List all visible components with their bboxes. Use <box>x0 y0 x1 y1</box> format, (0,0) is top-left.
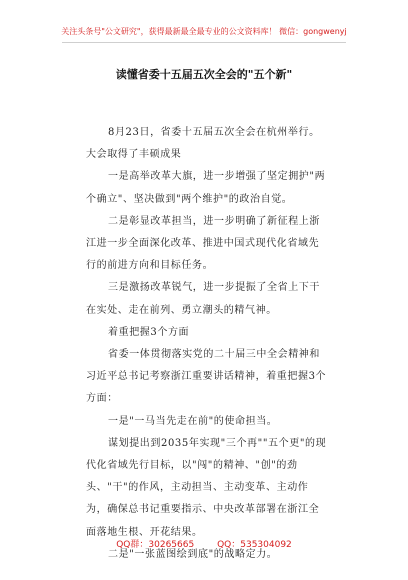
footer-qq-group: QQ群：30265665 <box>116 540 195 550</box>
paragraph: 省委一体贯彻落实党的二十届三中全会精神和习近平总书记考察浙江重要讲话精神，着重把握3个方面： <box>86 349 327 405</box>
paragraph: 二是"一张蓝图绘到底"的战略定力。 <box>108 548 278 560</box>
document-title: 读懂省委十五届五次全会的"五个新" <box>115 68 293 81</box>
paragraph: 三是激扬改革锐气，进一步提振了全省上下干在实处、走在前列、勇立潮头的精气神。 <box>86 282 320 316</box>
footer-contact <box>0 537 408 550</box>
document-body <box>86 122 328 566</box>
header-divider <box>62 42 346 43</box>
header-banner: 关注头条号"公文研究"，获得最新最全最专业的公文资料库！ 微信：gongwenyj <box>61 27 347 36</box>
footer-qq: QQ：535304092 <box>217 540 292 550</box>
paragraph: 二是彰显改革担当，进一步明确了新征程上浙江进一步全面深化改革、推进中国式现代化省域先行的前进方向和目标任务。 <box>86 215 320 272</box>
paragraph: 一是"一马当先走在前"的使命担当。 <box>108 415 278 427</box>
paragraph: 谋划提出到2035年实现"三个再""五个更"的现代化省域先行目标，以"闯"的精神、"创"的劲头、"干"的作风，主动担当、主动变革、主动作为，确保总书记重要指示、中央改革部署在浙江全面落地生根、开花结果。 <box>86 437 327 538</box>
paragraph: 8月23日，省委十五届五次全会在杭州举行。大会取得了丰硕成果 <box>86 127 320 161</box>
paragraph: 一是高举改革大旗，进一步增强了坚定拥护"两个确立"、坚决做到"两个维护"的政治自觉。 <box>86 171 326 205</box>
section-heading: 着重把握3个方面 <box>108 326 190 338</box>
